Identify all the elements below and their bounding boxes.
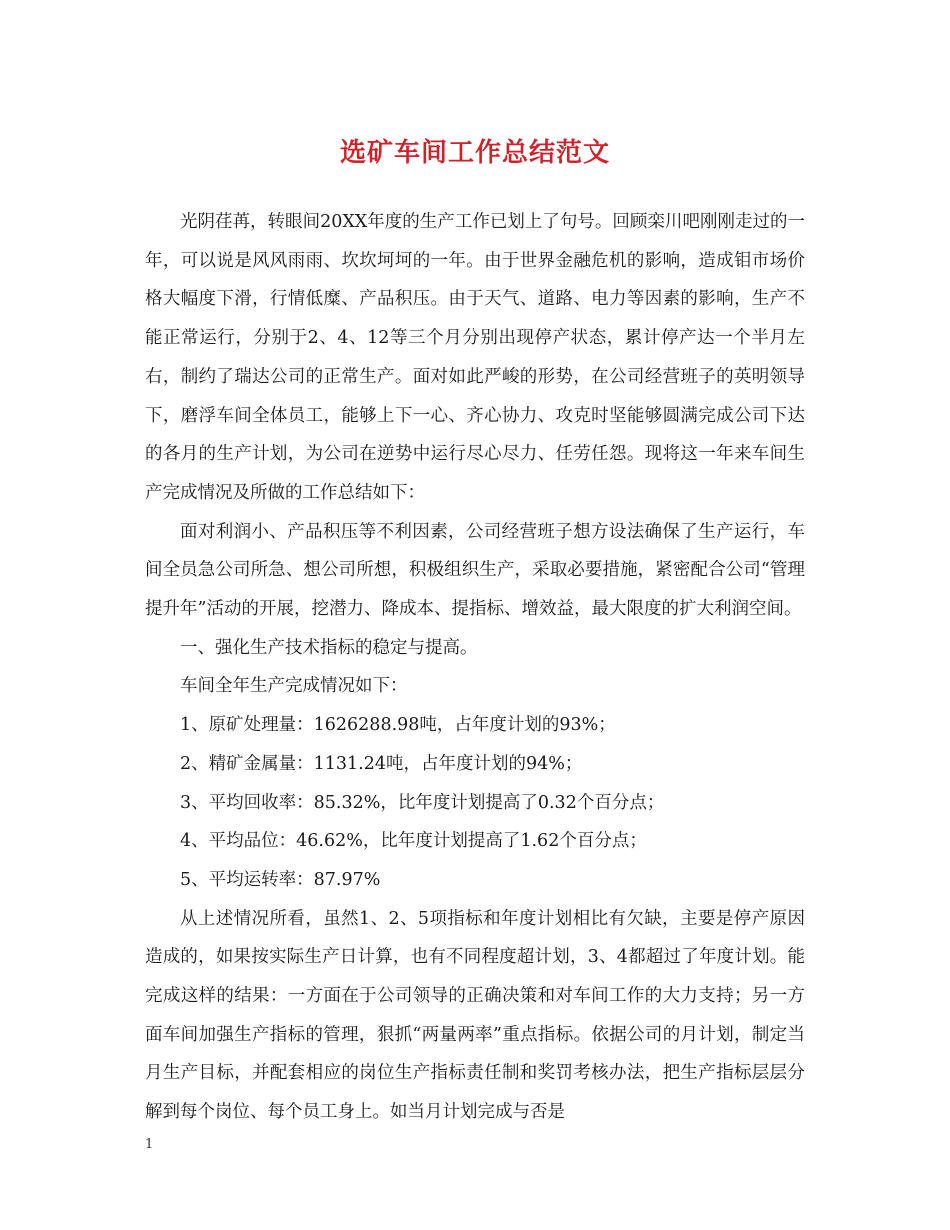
closing-paragraph: 从上述情况所看，虽然1、2、5项指标和年度计划相比有欠缺，主要是停产原因造成的，如果按实际生产日计算，也有不同程度超计划，3、4都超过了年度计划。能完成这样的结果：一方面在于公司领导的正确决策和对车间工作的大力支持；另一方面车间加强生产指标的管理，狠抓“两量两率”重点指标。依据公司的月计划，制定当月生产目标，并配套相应的岗位生产指标责任制和奖罚考核办法，把生产指标层层分解到每个岗位、每个员工身上。如当月计划完成与否是 — [145, 908, 805, 1123]
list-item: 2、精矿金属量：1131.24吨，占年度计划的94%； — [180, 753, 583, 774]
intro-paragraph: 光阴荏苒，转眼间20XX年度的生产工作已划上了句号。回顾栾川吧刚刚走过的一年，可以说是风风雨雨、坎坎坷坷的一年。由于世界金融危机的影响，造成钼市场价格大幅度下滑，行情低糜、产品积压。由于天气、道路、电力等因素的影响，生产不能正常运行，分别于2、4、12等三个月分别出现停产状态，累计停产达一个半月左右，制约了瑞达公司的正常生产。面对如此严峻的形势，在公司经营班子的英明领导下，磨浮车间全体员工，能够上下一心、齐心协力、攻克时坚能够圆满完成公司下达的各月的生产计划，为公司在逆势中运行尽心尽力、任劳任怨。现将这一年来车间生产完成情况及所做的工作总结如下： — [145, 212, 805, 503]
list-item: 1、原矿处理量：1626288.98吨，占年度计划的93%； — [180, 715, 616, 736]
measures-paragraph: 面对利润小、产品积压等不利因素，公司经营班子想方设法确保了生产运行，车间全员急公司所急、想公司所想，积极组织生产，采取必要措施，紧密配合公司“管理提升年”活动的开展，挖潜力、降成本、提指标、增效益，最大限度的扩大利润空间。 — [145, 521, 805, 620]
list-item: 4、平均品位：46.62%，比年度计划提高了1.62个百分点； — [180, 831, 647, 852]
document-body — [145, 203, 805, 1132]
list-item: 3、平均回收率：85.32%，比年度计划提高了0.32个百分点； — [180, 792, 665, 813]
list-item: 5、平均运转率：87.97% — [180, 869, 381, 890]
page-number: 1 — [145, 1137, 154, 1152]
section-heading: 一、强化生产技术指标的稳定与提高。 — [180, 637, 478, 658]
summary-intro: 车间全年生产完成情况如下： — [180, 676, 408, 697]
document-title: 选矿车间工作总结范文 — [339, 138, 610, 168]
